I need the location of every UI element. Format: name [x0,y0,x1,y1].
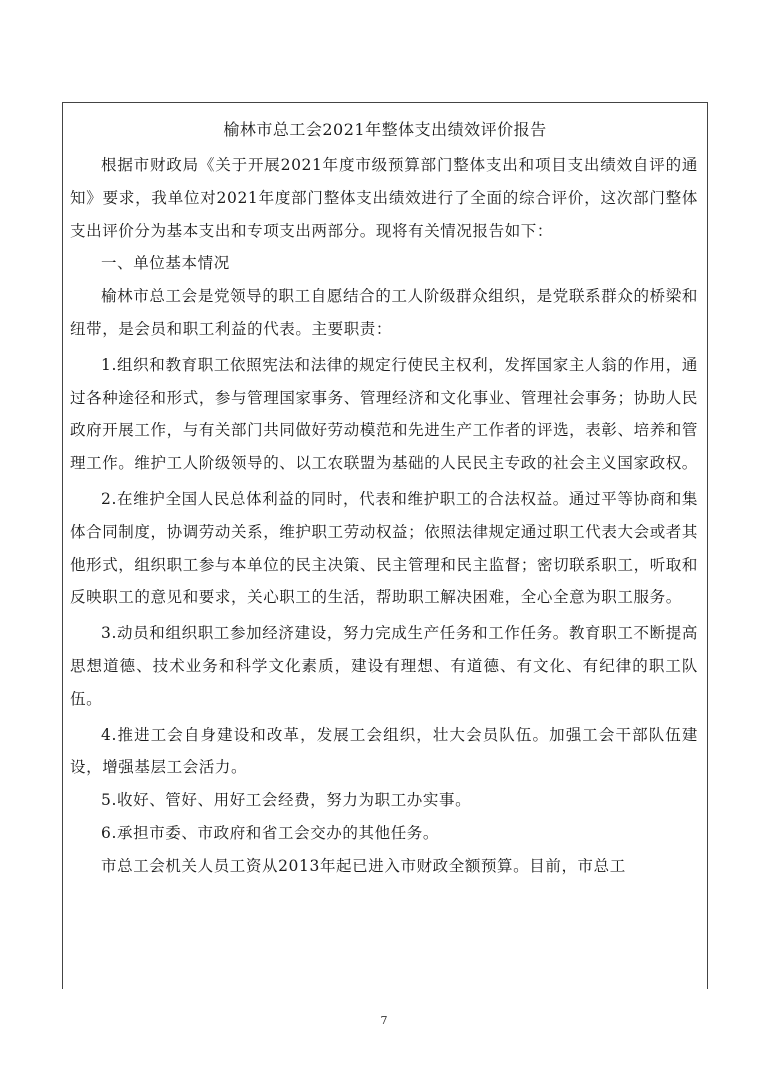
duty-item-5: 5.收好、管好、用好工会经费，努力为职工办实事。 [101,791,472,810]
document-body [70,149,698,883]
duty-item-1: 1.组织和教育职工依照宪法和法律的规定行使民主权利，发挥国家主人翁的作用，通过各种途径和形式，参与管理国家事务、管理经济和文化事业、管理社会事务；协助人民政府开展工作，与有关部门共同做好劳动模范和先进生产工作者的评选，表彰、培养和管理工作。维护工人阶级领导的、以工农联盟为基础的人民民主专政的社会主义国家政权。 [70,355,698,473]
duty-item-3: 3.动员和组织职工参加经济建设，努力完成生产任务和工作任务。教育职工不断提高思想道德、技术业务和科学文化素质，建设有理想、有道德、有文化、有纪律的职工队伍。 [70,624,698,708]
body-paragraph-continued: 市总工会机关人员工资从2013年起已进入市财政全额预算。目前，市总工 [101,856,626,875]
intro-paragraph: 根据市财政局《关于开展2021年度市级预算部门整体支出和项目支出绩效自评的通知》要求，我单位对2021年度部门整体支出绩效进行了全面的综合评价，这次部门整体支出评价分为基本支出和专项支出两部分。现将有关情况报告如下： [70,156,698,240]
section-heading: 一、单位基本情况 [101,254,230,273]
body-paragraph: 榆林市总工会是党领导的职工自愿结合的工人阶级群众组织，是党联系群众的桥梁和纽带，是会员和职工利益的代表。主要职责： [70,287,698,338]
page-number: 7 [380,1014,388,1027]
duty-item-6: 6.承担市委、市政府和省工会交办的其他任务。 [101,823,439,842]
duty-item-2: 2.在维护全国人民总体利益的同时，代表和维护职工的合法权益。通过平等协商和集体合同制度，协调劳动关系，维护职工劳动权益；依照法律规定通过职工代表大会或者其他形式，组织职工参与本单位的民主决策、民主管理和民主监督；密切联系职工，听取和反映职工的意见和要求，关心职工的生活，帮助职工解决困难，全心全意为职工服务。 [70,489,698,607]
document-title: 榆林市总工会2021年整体支出绩效评价报告 [223,120,547,139]
duty-item-4: 4.推进工会自身建设和改革，发展工会组织，壮大会员队伍。加强工会干部队伍建设，增强基层工会活力。 [70,725,698,777]
